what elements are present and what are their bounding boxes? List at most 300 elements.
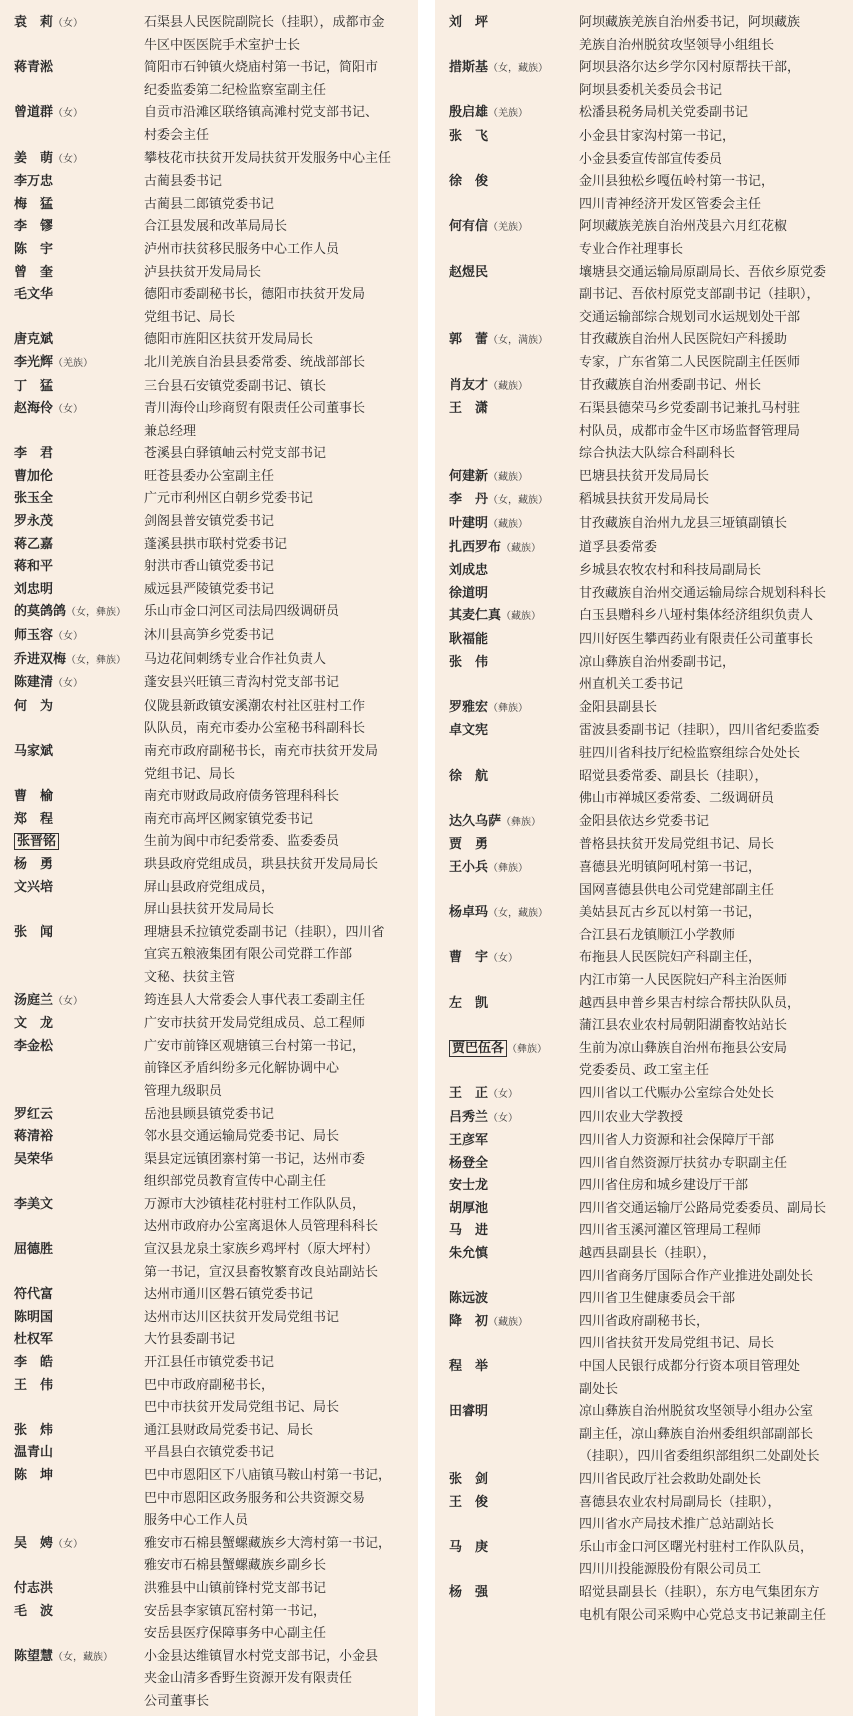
honoree-person [449, 1220, 579, 1243]
honoree-entry [449, 1492, 849, 1537]
honoree-positions [144, 239, 414, 262]
honoree-entry [449, 216, 849, 261]
honoree-name: 乔进双梅 [14, 651, 67, 667]
honoree-note: （羌族） [488, 222, 529, 234]
honoree-note: （彝族） [501, 816, 542, 828]
honoree-entry [14, 488, 414, 511]
honoree-entry [449, 1175, 849, 1198]
honoree-entry [14, 831, 414, 854]
honoree-name: 肖友才 [449, 377, 489, 393]
position-line: 兼总经理 [144, 423, 197, 439]
position-line: 屏山县政府党组成员， [144, 879, 275, 895]
honoree-entry [449, 811, 849, 835]
honoree-note: （女，彝族） [66, 607, 127, 619]
honoree-entry [14, 216, 414, 239]
position-line: 德阳市旌阳区扶贫开发局局长 [144, 332, 314, 348]
honoree-entry [14, 1420, 414, 1443]
position-line: 甘孜藏族自治州人民医院妇产科援助 [579, 332, 788, 348]
honoree-name: 吴荣华 [14, 1151, 54, 1167]
honoree-person [449, 834, 579, 857]
honoree-positions [144, 398, 414, 443]
honoree-name: 毛 波 [14, 1603, 54, 1619]
honoree-positions [579, 1130, 849, 1153]
honoree-positions [144, 148, 414, 171]
honoree-entry [14, 262, 414, 285]
position-line: 四川省以工代赈办公室综合处处长 [579, 1085, 775, 1101]
position-line: 四川农业大学教授 [579, 1109, 684, 1125]
honoree-entry [14, 511, 414, 534]
honoree-positions [144, 1307, 414, 1330]
honoree-name: 付志洪 [14, 1580, 54, 1596]
honoree-positions [579, 902, 849, 947]
position-line: 副书记、吾依村原党支部副书记（挂职）， [579, 287, 820, 303]
position-line: 服务中心工作人员 [144, 1513, 249, 1529]
honoree-name: 马 进 [449, 1223, 489, 1239]
honoree-positions [579, 857, 849, 902]
position-line: 州直机关工委书记 [579, 677, 684, 693]
honoree-positions [144, 12, 414, 57]
honoree-person [449, 697, 579, 721]
honoree-name: 丁 猛 [14, 378, 54, 394]
honoree-name: 马家斌 [14, 744, 54, 759]
honoree-name: 刘成忠 [449, 563, 489, 579]
honoree-positions [579, 1175, 849, 1198]
honoree-entry [449, 1107, 849, 1131]
position-line: 南充市高坪区阙家镇党委书记 [144, 811, 314, 827]
honoree-positions [144, 1126, 414, 1149]
honoree-entry [449, 605, 849, 629]
honoree-positions [579, 1582, 849, 1627]
position-line: 达州市通川区磐石镇党委书记 [144, 1287, 314, 1303]
honoree-entry [449, 171, 849, 216]
honoree-name: 张 飞 [449, 128, 489, 144]
honoree-note: （藏族） [501, 542, 542, 554]
honoree-entry [14, 741, 414, 786]
honoree-person [14, 1126, 144, 1149]
position-line: 洪雅县中山镇前锋村党支部书记 [144, 1580, 327, 1596]
honoree-name: 王 正 [449, 1085, 489, 1101]
honoree-positions [144, 488, 414, 511]
position-line: 村委会主任 [144, 127, 210, 143]
honoree-positions [579, 811, 849, 834]
honoree-person [449, 1243, 579, 1266]
honoree-positions [579, 489, 849, 512]
honoree-name: 曹 宇 [449, 950, 489, 966]
honoree-name: 陈 坤 [14, 1468, 54, 1483]
position-line: 党组书记、局长 [144, 309, 236, 325]
honoree-name: 李 镠 [14, 219, 54, 235]
honoree-note: （女，藏族） [488, 908, 549, 920]
honoree-name: 曾道群 [14, 105, 54, 121]
position-line: 纪委监委第二纪检监察室副主任 [144, 82, 327, 98]
honoree-name: 张晋铭 [14, 833, 59, 850]
honoree-positions [144, 1149, 414, 1194]
honoree-person [14, 1307, 144, 1330]
honoree-positions [144, 1352, 414, 1375]
honoree-entry [14, 1646, 414, 1714]
honoree-note: （女，藏族） [488, 495, 549, 507]
honoree-person [449, 857, 579, 881]
honoree-name: 蒋青淞 [14, 60, 54, 76]
honoree-name: 吴 娉 [14, 1535, 54, 1551]
honoree-positions [144, 1601, 414, 1646]
honoree-entry [14, 672, 414, 696]
honoree-entry [14, 786, 414, 809]
honoree-entry [449, 262, 849, 330]
honoree-note: （彝族） [507, 1043, 548, 1055]
position-line: 泸县扶贫开发局局长 [144, 264, 262, 280]
honoree-entry [14, 854, 414, 877]
honoree-person [14, 601, 144, 625]
honoree-note: （女） [488, 953, 519, 965]
honoree-positions [144, 1013, 414, 1036]
position-line: 队队员，南充市委办公室秘书科副科长 [144, 721, 366, 737]
honoree-positions [144, 672, 414, 695]
position-line: 乐山市金口河区曙光村驻村工作队队员， [579, 1539, 814, 1555]
honoree-note: （女，满族） [488, 335, 549, 347]
position-line: 合江县石龙镇顺江小学教师 [579, 927, 736, 943]
position-line: 旺苍县委办公室副主任 [144, 468, 275, 484]
position-line: 安岳县医疗保障事务中心副主任 [144, 1626, 327, 1642]
position-line: 中国人民银行成都分行资本项目管理处 [579, 1359, 801, 1375]
honoree-person [14, 1013, 144, 1036]
honoree-entry [14, 1601, 414, 1646]
honoree-entry [14, 466, 414, 489]
honoree-entry [14, 12, 414, 57]
position-line: 金川县独松乡嘎伍岭村第一书记， [579, 174, 775, 190]
position-line: 副主任，凉山彝族自治州委组织部副部长 [579, 1426, 814, 1442]
honoree-entry [14, 922, 414, 990]
honoree-entry [14, 284, 414, 329]
honoree-positions [144, 601, 414, 624]
honoree-entry [449, 102, 849, 126]
honoree-positions [579, 560, 849, 583]
position-line: 凉山彝族自治州委副书记， [579, 654, 736, 670]
position-line: 广安市扶贫开发局党组成员、总工程师 [144, 1016, 366, 1032]
honoree-person [14, 1601, 144, 1624]
honoree-entry [449, 629, 849, 652]
honoree-name: 李金松 [14, 1038, 54, 1054]
honoree-name: 王 俊 [449, 1494, 489, 1510]
honoree-entry [14, 649, 414, 673]
honoree-positions [579, 1288, 849, 1311]
honoree-entry [14, 171, 414, 194]
honoree-person [14, 488, 144, 511]
honoree-entry [449, 947, 849, 992]
honoree-name: 耿福能 [449, 632, 489, 648]
honoree-name: 曹 榆 [14, 789, 54, 805]
position-line: 甘孜藏族自治州交通运输局综合规划科科长 [579, 585, 827, 601]
honoree-person [14, 854, 144, 877]
honoree-person [14, 57, 144, 80]
position-line: 雷波县委副书记（挂职），四川省纪委监委 [579, 723, 820, 739]
honoree-name: 罗永茂 [14, 514, 54, 530]
honoree-positions [579, 466, 849, 489]
honoree-person [449, 1356, 579, 1379]
honoree-entry [14, 579, 414, 602]
honoree-positions [144, 262, 414, 285]
honoree-positions [144, 352, 414, 375]
honoree-name: 何建新 [449, 468, 489, 484]
honoree-person [14, 1036, 144, 1059]
honoree-positions [144, 102, 414, 147]
honoree-note: （彝族） [488, 702, 529, 714]
position-line: 石渠县人民医院副院长（挂职），成都市金 [144, 15, 385, 30]
position-line: 布拖县人民医院妇产科副主任， [579, 950, 762, 966]
position-line: 小金县甘家沟村第一书记， [579, 128, 736, 144]
honoree-name: 程 举 [449, 1359, 489, 1375]
honoree-entry [449, 697, 849, 721]
honoree-name: 张 炜 [14, 1422, 54, 1438]
honoree-note: （羌族） [53, 357, 94, 369]
position-line: 金阳县依达乡党委书记 [579, 813, 710, 829]
honoree-person [449, 57, 579, 81]
honoree-name: 梅 猛 [14, 196, 54, 212]
honoree-name: 徐道明 [449, 585, 489, 601]
honoree-person [449, 583, 579, 606]
honoree-name: 李万忠 [14, 174, 54, 190]
position-line: 古蔺县委书记 [144, 174, 223, 190]
position-line: 生前为凉山彝族自治州布拖县公安局 [579, 1040, 788, 1056]
honoree-person [14, 511, 144, 534]
position-line: 邻水县交通运输局党委书记、局长 [144, 1129, 340, 1145]
honoree-person [14, 556, 144, 579]
honoree-positions [579, 1038, 849, 1083]
honoree-name: 陈 宇 [14, 241, 54, 257]
position-line: 达州市政府办公室离退休人员管理科科长 [144, 1219, 379, 1235]
honoree-name: 张 闻 [14, 924, 54, 940]
honoree-positions [144, 696, 414, 741]
honoree-entry [449, 993, 849, 1038]
position-line: 内江市第一人民医院妇产科主治医师 [579, 972, 788, 988]
honoree-entry [14, 376, 414, 399]
position-line: 简阳市石钟镇火烧庙村第一书记，简阳市 [144, 60, 379, 76]
honoree-name: 李 皓 [14, 1355, 54, 1371]
position-line: 越西县申普乡果吉村综合帮扶队队员， [579, 995, 801, 1011]
honoree-positions [144, 194, 414, 217]
position-line: 攀枝花市扶贫开发局扶贫开发服务中心主任 [144, 150, 392, 166]
position-line: 专业合作社理事长 [579, 241, 684, 257]
honoree-entry [449, 398, 849, 466]
honoree-name: 曾 奎 [14, 264, 54, 280]
position-line: 普格县扶贫开发局党组书记、局长 [579, 837, 775, 853]
honoree-entry [14, 1465, 414, 1533]
honoree-name: 符代富 [14, 1287, 54, 1303]
position-line: 四川好医生攀西药业有限责任公司董事长 [579, 632, 814, 648]
honoree-positions [144, 284, 414, 329]
left-column [0, 0, 418, 1716]
position-line: 牛区中医医院手术室护士长 [144, 37, 301, 53]
honoree-name: 赵海伶 [14, 401, 54, 417]
honoree-entry [449, 1220, 849, 1243]
honoree-name: 袁 莉 [14, 15, 54, 30]
honoree-person [449, 537, 579, 561]
honoree-note: （藏族） [488, 519, 529, 531]
honoree-positions [579, 216, 849, 261]
honoree-positions [579, 1243, 849, 1288]
honoree-entry [14, 556, 414, 579]
honoree-person [14, 148, 144, 172]
honoree-positions [144, 1194, 414, 1239]
position-line: 巴中市恩阳区政务服务和公共资源交易 [144, 1490, 366, 1506]
honoree-entry [449, 12, 849, 57]
honoree-entry [449, 466, 849, 490]
position-line: 泸州市扶贫移民服务中心工作人员 [144, 241, 340, 257]
position-line: 管理九级职员 [144, 1083, 223, 1099]
honoree-entry [449, 1198, 849, 1221]
honoree-entry [14, 1329, 414, 1352]
honoree-entry [449, 1537, 849, 1582]
position-line: 乐山市金口河区司法局四级调研员 [144, 604, 340, 620]
position-line: 四川省政府副秘书长， [579, 1313, 710, 1329]
honoree-person [449, 513, 579, 537]
honoree-person [449, 1492, 579, 1515]
honoree-positions [144, 579, 414, 602]
honoree-person [449, 126, 579, 149]
honoree-entry [449, 1469, 849, 1492]
honoree-entry [14, 239, 414, 262]
honoree-entry [14, 398, 414, 443]
position-line: 喜德县光明镇阿吼村第一书记， [579, 859, 762, 875]
honoree-note: （藏族） [488, 471, 529, 483]
honoree-name: 达久乌萨 [449, 813, 502, 829]
honoree-positions [579, 1107, 849, 1130]
honoree-positions [579, 1198, 849, 1221]
honoree-positions [144, 922, 414, 990]
honoree-positions [144, 1375, 414, 1420]
position-line: 金阳县副县长 [579, 699, 658, 715]
position-line: 北川羌族自治县县委常委、统战部部长 [144, 354, 366, 370]
honoree-name: 贾 勇 [449, 837, 489, 853]
honoree-entry [14, 1284, 414, 1307]
honoree-entry [14, 1533, 414, 1578]
honoree-entry [449, 583, 849, 606]
position-line: 巴中市政府副秘书长， [144, 1377, 275, 1393]
honoree-entry [14, 1375, 414, 1420]
honoree-positions [144, 1239, 414, 1284]
honoree-entry [449, 1038, 849, 1083]
honoree-entry [449, 1243, 849, 1288]
honoree-person [14, 443, 144, 466]
honoree-person [449, 1153, 579, 1176]
honoree-positions [579, 834, 849, 857]
position-line: 村队员，成都市金牛区市场监督管理局 [579, 423, 801, 439]
honoree-note: （女） [53, 108, 84, 120]
position-line: 南充市财政局政府债务管理科科长 [144, 789, 340, 805]
honoree-name: 其麦仁真 [449, 608, 502, 624]
honoree-note: （女） [53, 631, 84, 643]
position-line: 雅安市石棉县蟹螺藏族乡大湾村第一书记， [144, 1535, 392, 1551]
honoree-note: （女） [53, 678, 84, 690]
honoree-name: 杨 勇 [14, 856, 54, 872]
honoree-positions [579, 102, 849, 125]
honoree-positions [144, 831, 414, 854]
honoree-person [449, 375, 579, 399]
honoree-person [14, 625, 144, 649]
position-line: 综合执法大队综合科副科长 [579, 446, 736, 462]
honoree-entry [449, 537, 849, 561]
position-line: 阿坝藏族羌族自治州茂县六月红花椒 [579, 219, 788, 235]
honoree-person [449, 102, 579, 126]
honoree-name: 罗红云 [14, 1106, 54, 1122]
right-entries [449, 12, 849, 1627]
honoree-name: 文兴培 [14, 879, 54, 895]
position-line: 组织部党员教育宣传中心副主任 [144, 1174, 327, 1190]
position-line: 四川省玉溪河灌区管理局工程师 [579, 1223, 762, 1239]
position-line: 交通运输部综合规划司水运规划处干部 [579, 309, 801, 325]
honoree-positions [579, 1492, 849, 1537]
position-line: 屏山县扶贫开发局局长 [144, 902, 275, 918]
honoree-name: 朱允慎 [449, 1246, 489, 1262]
honoree-positions [579, 947, 849, 992]
honoree-name: 左 凯 [449, 995, 489, 1011]
left-entries [14, 12, 414, 1714]
honoree-entry [14, 1578, 414, 1601]
honoree-person [449, 947, 579, 971]
honoree-name: 陈建清 [14, 675, 54, 691]
honoree-positions [579, 697, 849, 720]
position-line: 甘孜藏族自治州委副书记、州长 [579, 377, 762, 393]
honoree-entry [449, 1083, 849, 1107]
position-line: 国网喜德县供电公司党建部副主任 [579, 882, 775, 898]
honoree-positions [579, 629, 849, 652]
honoree-entry [14, 877, 414, 922]
honoree-person [14, 649, 144, 673]
honoree-positions [579, 375, 849, 398]
honoree-name: 张 伟 [449, 654, 489, 670]
honoree-note: （女） [53, 18, 84, 29]
honoree-name: 杨卓玛 [449, 905, 489, 921]
honoree-name: 李光辉 [14, 354, 54, 370]
honoree-entry [449, 902, 849, 947]
position-line: 巴塘县扶贫开发局局长 [579, 468, 710, 484]
honoree-name: 刘 坪 [449, 15, 489, 30]
honoree-person [14, 1442, 144, 1465]
honoree-entry [449, 720, 849, 765]
position-line: 石渠县德荣马乡党委副书记兼扎马村驻 [579, 401, 801, 417]
honoree-note: （藏族） [501, 611, 542, 623]
honoree-entry [449, 57, 849, 102]
position-line: 羌族自治州脱贫攻坚领导小组组长 [579, 37, 775, 53]
honoree-note: （女，藏族） [53, 1651, 114, 1663]
honoree-name: 徐 俊 [449, 174, 489, 190]
position-line: 仪陇县新政镇安溪潮农村社区驻村工作 [144, 698, 366, 714]
honoree-name: 姜 萌 [14, 150, 54, 166]
honoree-person [14, 102, 144, 126]
honoree-person [449, 1198, 579, 1221]
honoree-positions [144, 171, 414, 194]
honoree-person [14, 809, 144, 832]
honoree-name: 陈远波 [449, 1291, 489, 1307]
position-line: 四川省交通运输厅公路局党委委员、副局长 [579, 1200, 827, 1216]
honoree-positions [144, 649, 414, 672]
honoree-person [14, 1578, 144, 1601]
position-line: 珙县政府党组成员，珙县扶贫开发局局长 [144, 856, 379, 872]
position-line: 党委委员、政工室主任 [579, 1063, 710, 1079]
position-line: 四川省水产局技术推广总站副站长 [579, 1517, 775, 1533]
honoree-name: 蒋乙嘉 [14, 536, 54, 552]
honoree-positions [144, 625, 414, 648]
position-line: 苍溪县白驿镇岫云村党支部书记 [144, 446, 327, 462]
position-line: 岳池县顾县镇党委书记 [144, 1106, 275, 1122]
honoree-name: 措斯基 [449, 60, 489, 76]
honoree-person [14, 194, 144, 217]
position-line: 凉山彝族自治州脱贫攻坚领导小组办公室 [579, 1404, 814, 1420]
honoree-positions [579, 57, 849, 102]
position-line: 宣汉县龙泉土家族乡鸡坪村（原大坪村） [144, 1242, 379, 1258]
honoree-name: 马 庚 [449, 1539, 489, 1555]
position-line: 阿坝藏族羌族自治州委书记，阿坝藏族 [579, 15, 801, 30]
